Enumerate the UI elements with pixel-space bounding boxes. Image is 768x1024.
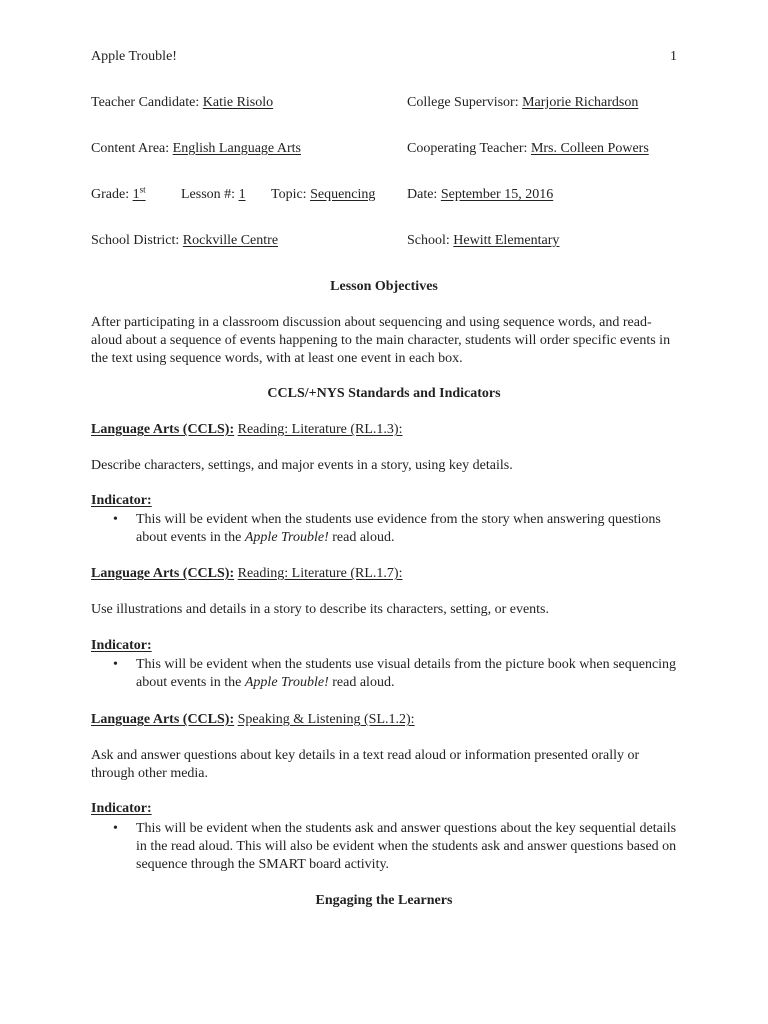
date-label: Date: <box>407 187 438 202</box>
district-label: School District: <box>91 233 180 248</box>
objectives-text: After participating in a classroom discussion about sequencing and using sequence words, and read-aloud about a sequence of events happening to the main character, students will order specific events in the text using sequence words, with at least one event in each box. <box>91 315 671 366</box>
bullet-icon: • <box>113 512 118 527</box>
teacher-candidate-field <box>91 94 273 112</box>
topic-value: Sequencing <box>310 187 376 202</box>
indicator-text-part: read aloud. <box>328 675 395 690</box>
content-area-field <box>91 140 301 158</box>
school-district-field <box>91 232 278 250</box>
topic-field <box>271 186 375 204</box>
grade-value <box>132 184 146 202</box>
standard-1-indicator-label: Indicator: <box>91 493 152 508</box>
standard-3-indicator-label: Indicator: <box>91 801 152 816</box>
standard-2-ref: Reading: Literature (RL.1.7): <box>237 566 403 581</box>
standard-1-title <box>91 421 402 439</box>
standard-1-ref: Reading: Literature (RL.1.3): <box>237 422 403 437</box>
date-value: September 15, 2016 <box>440 187 554 202</box>
standard-3-title <box>91 711 415 729</box>
content-value: English Language Arts <box>172 141 301 156</box>
supervisor-value: Marjorie Richardson <box>522 95 639 110</box>
lesson-label: Lesson #: <box>181 187 236 202</box>
teacher-label: Teacher Candidate: <box>91 95 200 110</box>
college-supervisor-field <box>407 94 638 112</box>
grade-label: Grade: <box>91 187 130 202</box>
school-field <box>407 232 559 250</box>
standard-3-indicator-text <box>136 820 681 874</box>
bullet-icon: • <box>113 821 118 836</box>
district-value: Rockville Centre <box>182 233 279 248</box>
grade-number: 1 <box>132 187 140 202</box>
topic-label: Topic: <box>271 187 307 202</box>
standard-3-label: Language Arts (CCLS): <box>91 712 235 727</box>
engaging-heading: Engaging the Learners <box>315 893 453 908</box>
running-title: Apple Trouble! <box>91 49 177 64</box>
content-label: Content Area: <box>91 141 170 156</box>
school-label: School: <box>407 233 450 248</box>
lesson-number-field <box>181 186 246 204</box>
standard-2-description: Use illustrations and details in a story to describe its characters, setting, or events. <box>91 602 549 617</box>
school-value: Hewitt Elementary <box>453 233 560 248</box>
bullet-icon: • <box>113 657 118 672</box>
standard-1-label: Language Arts (CCLS): <box>91 422 235 437</box>
teacher-value: Katie Risolo <box>202 95 274 110</box>
standard-3-description: Ask and answer questions about key details in a text read aloud or information presented orally or through other media. <box>91 748 640 781</box>
grade-field <box>91 186 146 204</box>
standard-2-indicator-label: Indicator: <box>91 638 152 653</box>
indicator-text-part: This will be evident when the students use evidence from the story when answering questions about events in the <box>136 512 661 545</box>
book-title: Apple Trouble! <box>244 530 329 545</box>
standard-2-indicator-text <box>136 656 681 692</box>
indicator-text-part: This will be evident when the students ask and answer questions about the key sequential details in the read aloud. This will also be evident when the students ask and answer questions based on sequence through the SMART board activity. <box>136 821 677 872</box>
standards-heading: CCLS/+NYS Standards and Indicators <box>267 386 501 401</box>
standard-2-title <box>91 565 402 583</box>
book-title: Apple Trouble! <box>244 675 329 690</box>
supervisor-label: College Supervisor: <box>407 95 519 110</box>
cooperating-teacher-field <box>407 140 649 158</box>
date-field <box>407 186 553 204</box>
cooperating-label: Cooperating Teacher: <box>407 141 528 156</box>
indicator-text-part: read aloud. <box>328 530 395 545</box>
standard-3-ref: Speaking & Listening (SL.1.2): <box>237 712 415 727</box>
cooperating-value: Mrs. Colleen Powers <box>530 141 649 156</box>
standard-1-description: Describe characters, settings, and major events in a story, using key details. <box>91 458 513 473</box>
standard-1-indicator-text <box>136 511 681 547</box>
page-number: 1 <box>670 49 677 64</box>
standard-2-label: Language Arts (CCLS): <box>91 566 235 581</box>
indicator-text-part: This will be evident when the students use visual details from the picture book when sequencing about events in the <box>136 657 677 690</box>
grade-superscript: st <box>139 184 146 195</box>
lesson-value: 1 <box>238 187 246 202</box>
objectives-heading: Lesson Objectives <box>330 279 438 294</box>
